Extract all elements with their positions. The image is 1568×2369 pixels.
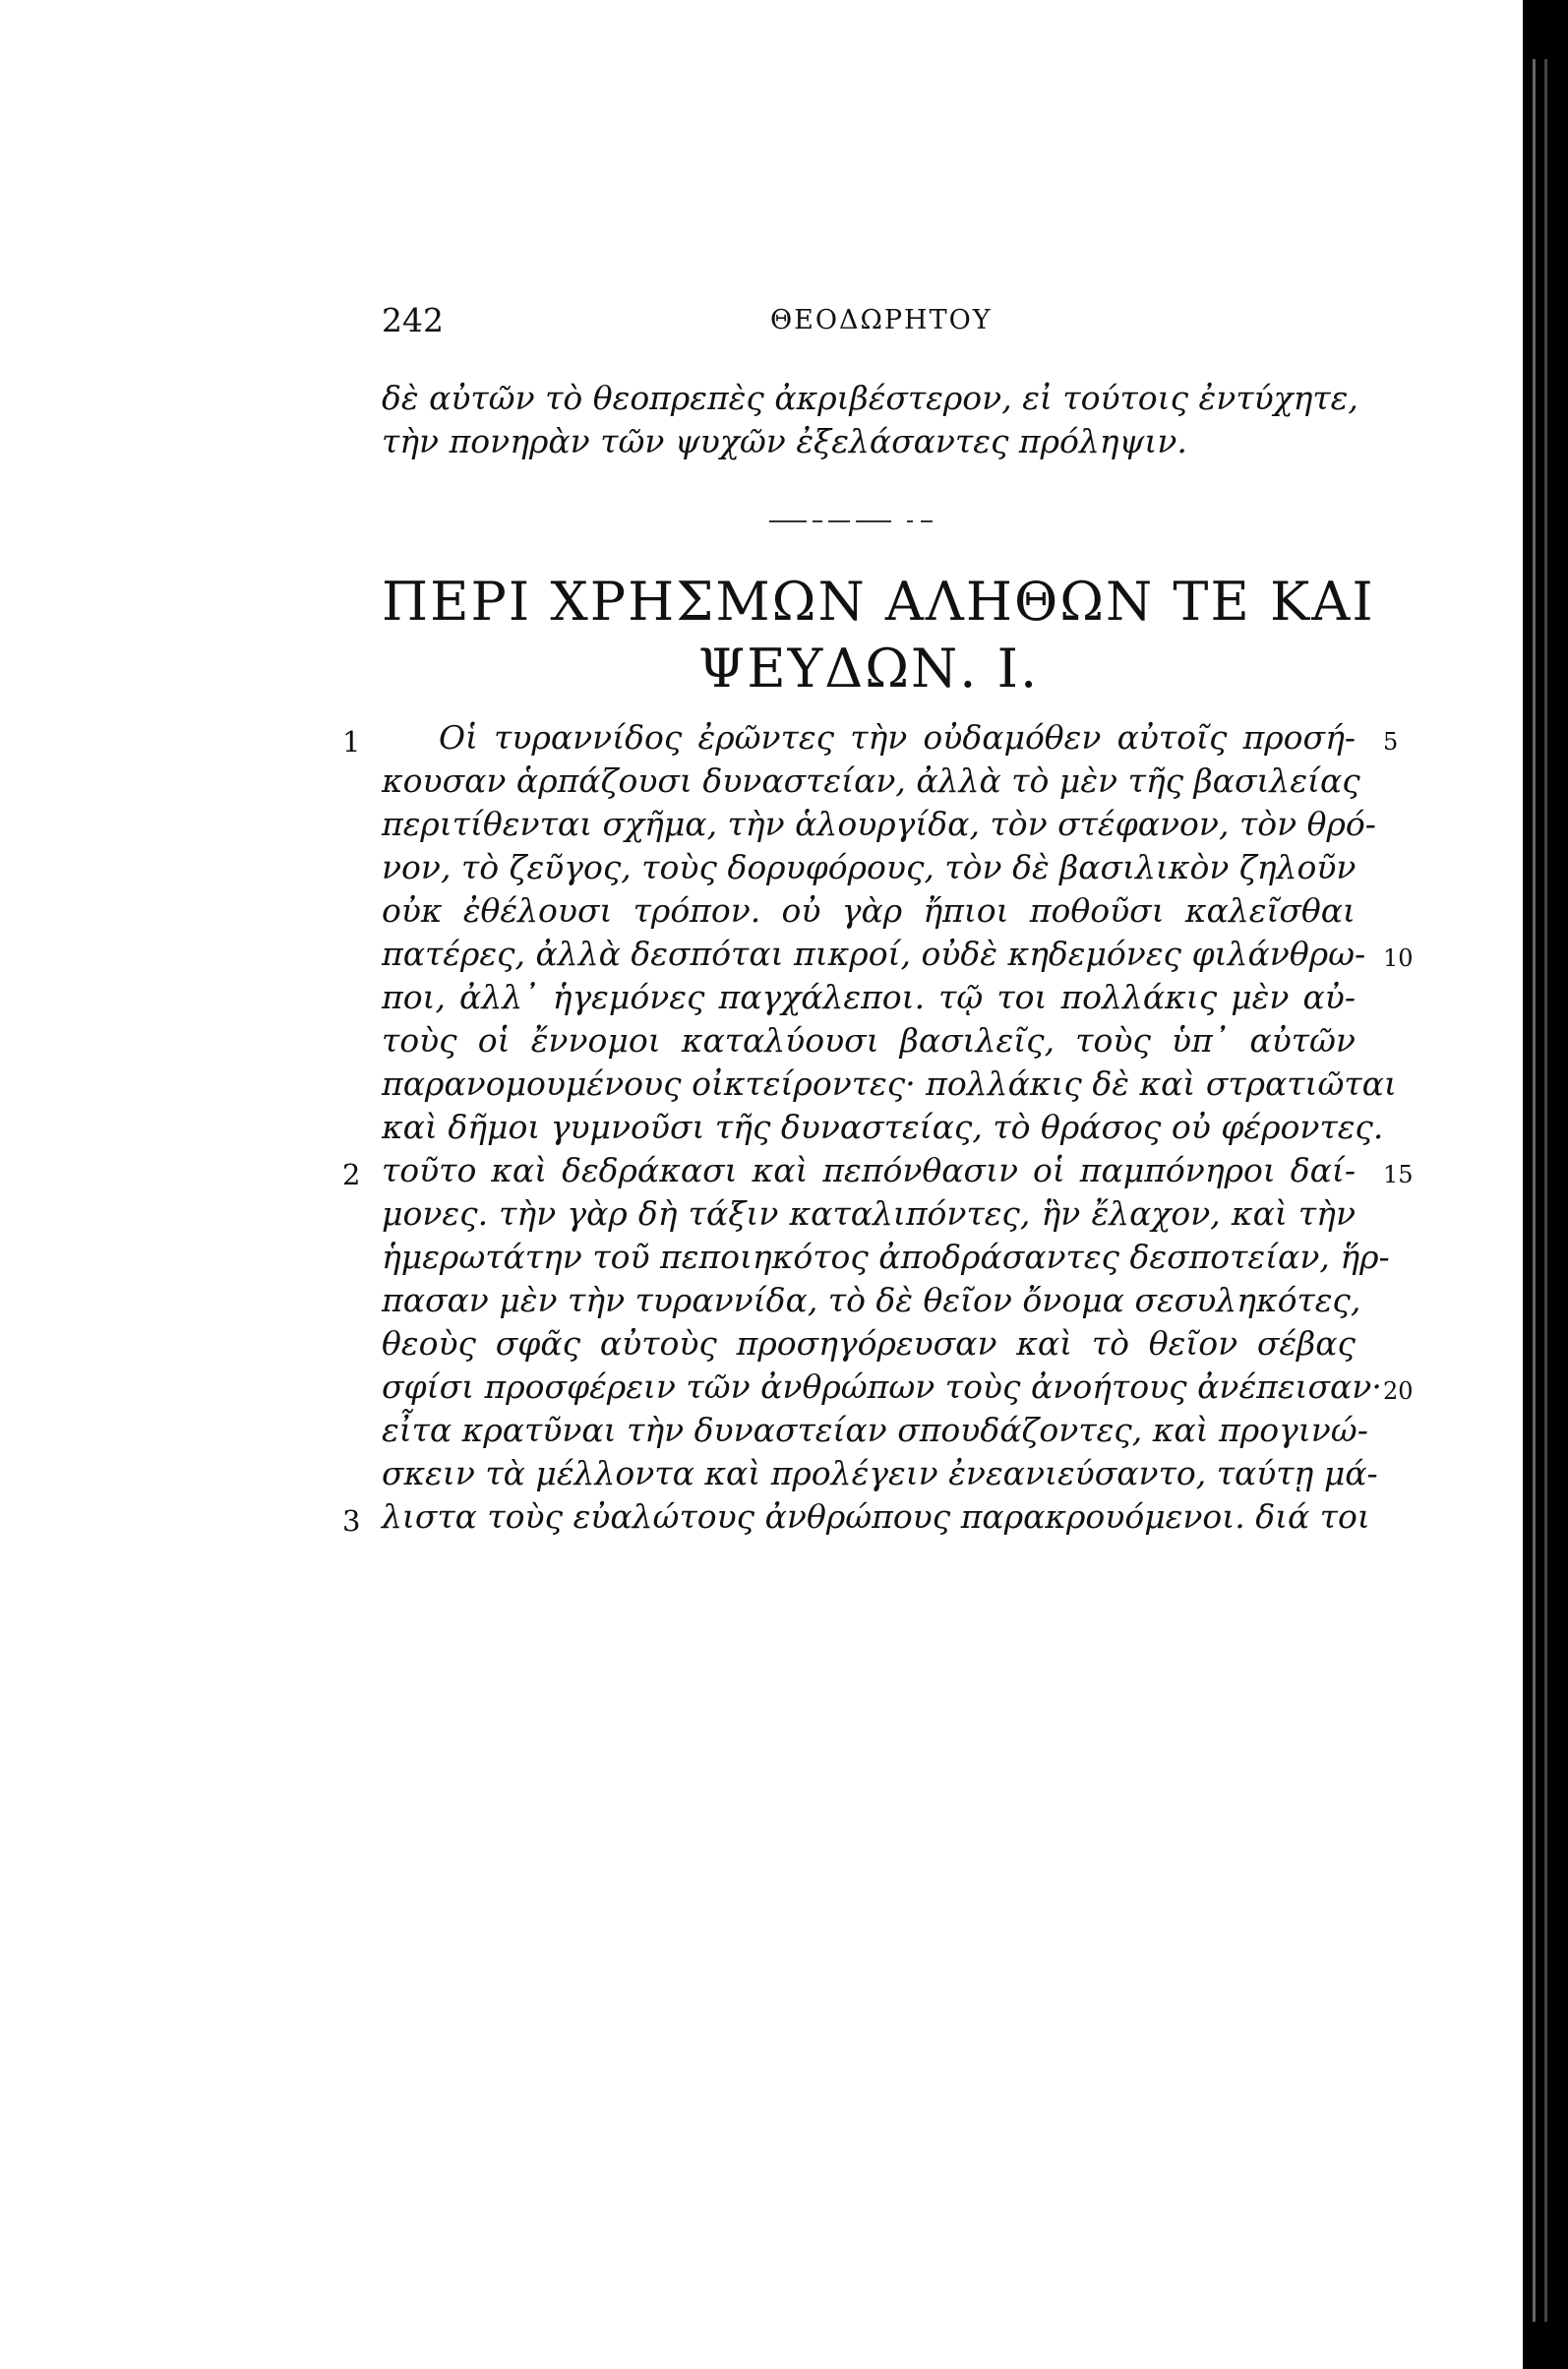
body-line: κουσαν ἁρπάζουσι δυναστείαν, ἀλλὰ τὸ μὲν τῆς βασιλείας bbox=[382, 761, 1360, 800]
page-header bbox=[382, 301, 1357, 350]
body-line: λιστα τοὺς εὐαλώτους ἀνθρώπους παρακρουόμενοι. διά τοι bbox=[382, 1497, 1370, 1536]
section-number: 3 bbox=[342, 1504, 361, 1538]
line-number: 20 bbox=[1383, 1377, 1414, 1405]
body-line: ἡμερωτάτην τοῦ πεποιηκότος ἀποδράσαντες δεσποτείαν, ἥρ- bbox=[382, 1238, 1390, 1276]
body-line: τοῦτο καὶ δεδράκασι καὶ πεπόνθασιν οἱ παμπόνηροι δαί- bbox=[382, 1151, 1356, 1189]
section-number: 2 bbox=[342, 1158, 361, 1191]
body-line: πατέρες, ἀλλὰ δεσπόται πικροί, οὐδὲ κηδεμόνες φιλάνθρω- bbox=[382, 935, 1366, 973]
book-spine-edge bbox=[1523, 0, 1568, 2369]
body-line: εἶτα κρατῦναι τὴν δυναστείαν σπουδάζοντες, καὶ προγινώ- bbox=[382, 1411, 1368, 1449]
body-line: οὐκ ἐθέλουσι τρόπον. οὐ γὰρ ἤπιοι ποθοῦσι καλεῖσθαι bbox=[382, 891, 1356, 930]
section-divider-ornament bbox=[769, 517, 966, 525]
body-line: καὶ δῆμοι γυμνοῦσι τῆς δυναστείας, τὸ θράσος οὐ φέροντες. bbox=[382, 1108, 1384, 1146]
page-number: 242 bbox=[382, 301, 444, 339]
carryover-line: τὴν πονηρὰν τῶν ψυχῶν ἐξελάσαντες πρόληψιν. bbox=[382, 422, 1187, 460]
body-line: μονες. τὴν γὰρ δὴ τάξιν καταλιπόντες, ἣν ἔλαχον, καὶ τὴν bbox=[382, 1194, 1356, 1233]
section-heading: ΨΕΥΔΩΝ. I. bbox=[697, 638, 1040, 699]
line-number: 5 bbox=[1383, 728, 1399, 756]
body-line: σκειν τὰ μέλλοντα καὶ προλέγειν ἐνεανιεύσαντο, ταύτῃ μά- bbox=[382, 1454, 1378, 1492]
body-line: νον, τὸ ζεῦγος, τοὺς δορυφόρους, τὸν δὲ βασιλικὸν ζηλοῦν bbox=[382, 848, 1357, 886]
line-number: 15 bbox=[1383, 1161, 1414, 1188]
body-line: σφίσι προσφέρειν τῶν ἀνθρώπων τοὺς ἀνοήτους ἀνέπεισαν· bbox=[382, 1367, 1382, 1406]
body-line: πασαν μὲν τὴν τυραννίδα, τὸ δὲ θεῖον ὄνομα σεσυληκότες, bbox=[382, 1281, 1361, 1319]
section-number: 1 bbox=[342, 725, 361, 759]
body-line: τοὺς οἱ ἔννομοι καταλύουσι βασιλεῖς, τοὺς ὑπ᾽ αὐτῶν bbox=[382, 1021, 1356, 1060]
body-line: θεοὺς σφᾶς αὐτοὺς προσηγόρευσαν καὶ τὸ θεῖον σέβας bbox=[382, 1324, 1356, 1363]
running-title: ΘΕΟΔΩΡΗΤΟΥ bbox=[770, 305, 993, 335]
body-line: Οἱ τυραννίδος ἐρῶντες τὴν οὐδαμόθεν αὐτοῖς προσή- bbox=[439, 718, 1356, 757]
body-line: ποι, ἀλλ᾽ ἡγεμόνες παγχάλεποι. τῷ τοι πολλάκις μὲν αὐ- bbox=[382, 978, 1356, 1016]
section-heading: ΠΕΡΙ ΧΡΗΣΜΩΝ ΑΛΗΘΩΝ ΤΕ ΚΑΙ bbox=[382, 571, 1375, 633]
line-number: 10 bbox=[1383, 944, 1414, 972]
carryover-line: δὲ αὐτῶν τὸ θεοπρεπὲς ἀκριβέστερον, εἰ τούτοις ἐντύχητε, bbox=[382, 379, 1358, 417]
body-line: περιτίθενται σχῆμα, τὴν ἁλουργίδα, τὸν στέφανον, τὸν θρό- bbox=[382, 805, 1376, 843]
body-line: παρανομουμένους οἰκτείροντες· πολλάκις δὲ καὶ στρατιῶται bbox=[382, 1064, 1397, 1103]
